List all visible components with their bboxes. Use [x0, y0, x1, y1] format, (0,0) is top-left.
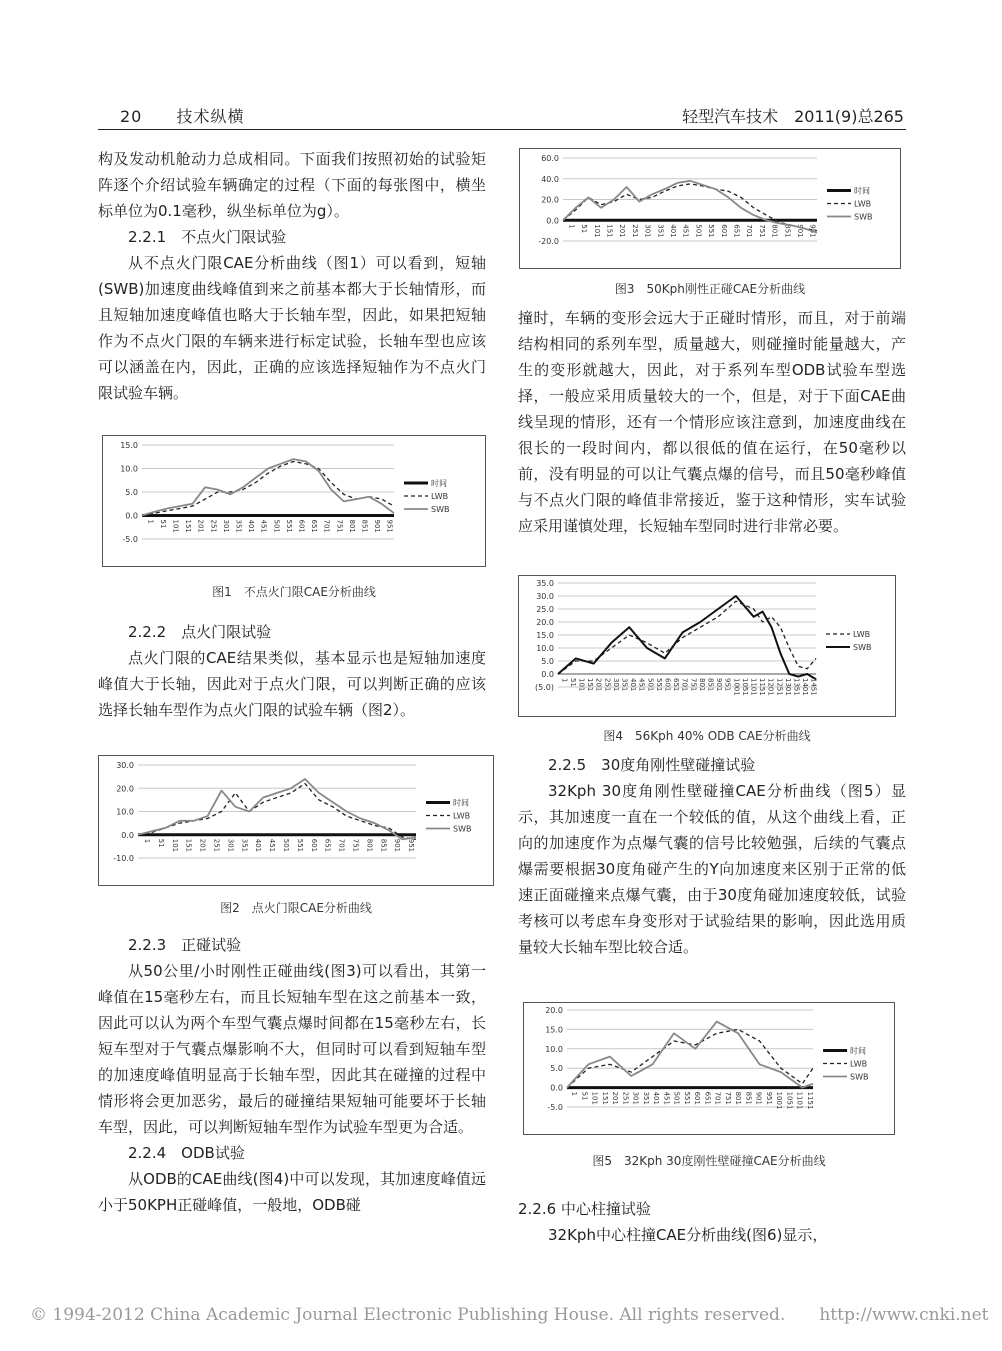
x-tick-label: 551 — [295, 838, 304, 853]
paragraph: 32Kph中心柱撞CAE分析曲线(图6)显示， — [548, 1226, 828, 1244]
y-tick-label: 0.0 — [541, 670, 554, 679]
x-tick-label: 851 — [706, 678, 715, 692]
x-tick-label: 451 — [662, 1091, 671, 1105]
paragraph: 2.2.6 中心柱撞试验 — [518, 1200, 651, 1218]
y-tick-label: 0.0 — [550, 1083, 563, 1093]
x-tick-label: 751 — [723, 1091, 732, 1105]
x-tick-label: 101 — [592, 224, 601, 238]
x-tick-label: 1151 — [758, 678, 767, 696]
x-tick-label: 251 — [630, 224, 639, 238]
x-tick-label: 901 — [393, 838, 402, 853]
x-tick-label: 201 — [196, 519, 205, 533]
x-tick-label: 801 — [365, 838, 374, 853]
x-tick-label: 901 — [754, 1091, 763, 1105]
x-tick-label: 201 — [198, 838, 207, 853]
x-tick-label: 751 — [757, 224, 766, 238]
x-tick-label: 901 — [795, 224, 804, 238]
figure-1-chart — [102, 435, 486, 567]
x-tick-label: 551 — [682, 1091, 691, 1105]
paragraph: 2.2.3 正碰试验 — [128, 936, 242, 954]
x-tick-label: 651 — [732, 224, 741, 238]
x-tick-label: 1 — [570, 1091, 579, 1097]
x-tick-label: 451 — [259, 519, 268, 533]
x-tick-label: 301 — [631, 1091, 640, 1105]
journal-info: 轻型汽车技术 2011(9)总265 — [682, 107, 904, 126]
legend-label: LWB — [854, 199, 872, 209]
page-number: 20 — [120, 107, 143, 126]
figure-4-caption: 图4 56Kph 40% ODB CAE分析曲线 — [603, 729, 811, 743]
x-tick-label: 401 — [254, 838, 263, 853]
y-tick-label: 10.0 — [545, 1044, 563, 1054]
right-column-block-1 — [518, 305, 906, 539]
legend-label: 时间 — [854, 186, 870, 196]
x-tick-label: 501 — [646, 678, 655, 692]
right-column-block-3 — [518, 1196, 906, 1248]
y-tick-label: 5.0 — [125, 488, 138, 497]
y-tick-label: 0.0 — [546, 216, 559, 226]
x-tick-label: 751 — [335, 519, 344, 533]
paragraph: 2.2.1 不点火门限试验 — [128, 228, 287, 246]
y-tick-label: 5.0 — [541, 657, 554, 666]
x-tick-label: 151 — [184, 838, 193, 853]
x-tick-label: 51 — [156, 838, 165, 848]
legend-label: 时间 — [850, 1046, 866, 1056]
paragraph: 2.2.4 ODB试验 — [128, 1144, 245, 1162]
running-header-left — [120, 104, 272, 127]
x-tick-label: 451 — [637, 678, 646, 692]
x-tick-label: 951 — [385, 519, 394, 533]
figure-4 — [518, 575, 896, 717]
x-tick-label: 951 — [764, 1091, 773, 1105]
x-tick-label: 51 — [568, 678, 577, 687]
x-tick-label: 1101 — [749, 678, 758, 696]
legend-label: SWB — [853, 643, 872, 652]
right-column-block-2 — [518, 752, 906, 960]
x-tick-label: 51 — [158, 519, 167, 529]
x-tick-label: 1301 — [783, 678, 792, 696]
legend-label: SWB — [431, 505, 450, 514]
x-tick-label: 1051 — [785, 1091, 794, 1110]
x-tick-label: 1151 — [805, 1091, 814, 1110]
x-tick-label: 651 — [323, 838, 332, 853]
figure-5-chart — [523, 1002, 895, 1135]
chart-frame — [103, 436, 486, 567]
y-tick-label: (5.0) — [535, 683, 554, 692]
x-tick-label: 1001 — [775, 1091, 784, 1110]
legend-label: SWB — [854, 212, 873, 222]
x-tick-label: 1251 — [775, 678, 784, 696]
x-tick-label: 101 — [170, 838, 179, 853]
x-tick-label: 651 — [672, 678, 681, 692]
x-tick-label: 151 — [184, 519, 193, 533]
x-tick-label: 251 — [212, 838, 221, 853]
figure-1-caption: 图1 不点火门限CAE分析曲线 — [212, 585, 376, 599]
x-tick-label: 901 — [373, 519, 382, 533]
x-tick-label: 151 — [586, 678, 595, 692]
y-tick-label: 20.0 — [116, 784, 134, 794]
x-tick-label: 1401 — [801, 678, 810, 696]
x-tick-label: 501 — [672, 1091, 681, 1105]
x-tick-label: 301 — [643, 224, 652, 238]
y-tick-label: 5.0 — [550, 1064, 563, 1074]
y-tick-label: -20.0 — [538, 237, 559, 246]
y-tick-label: 20.0 — [536, 618, 554, 627]
x-tick-label: 851 — [379, 838, 388, 853]
x-tick-label: 201 — [618, 224, 627, 238]
x-tick-label: 601 — [693, 1091, 702, 1105]
x-tick-label: 501 — [694, 224, 703, 238]
paragraph: 32Kph 30度角刚性壁碰撞CAE分析曲线（图5）显示，其加速度一直在一个较低的值，从这个曲线上看，正向的加速度作为点爆气囊的信号比较勉强，后续的气囊点爆需要根据30度角碰产生的Y向加速度来区别于正常的低速正面碰撞来点爆气囊，由于30度角碰加速度较低，试验考核可以考虑车身变形对于试验结果的影响，因此选用质量较大长轴车型比较合适。 — [518, 782, 906, 956]
x-tick-label: 151 — [600, 1091, 609, 1105]
x-tick-label: 751 — [351, 838, 360, 853]
legend-label: LWB — [850, 1059, 868, 1069]
x-tick-label: 951 — [723, 678, 732, 692]
y-tick-label: 10.0 — [116, 807, 134, 817]
figure-5 — [523, 1002, 895, 1135]
x-tick-label: 1 — [142, 838, 151, 844]
y-tick-label: 0.0 — [125, 511, 138, 521]
x-tick-label: 701 — [680, 678, 689, 692]
y-tick-label: 25.0 — [536, 605, 554, 614]
paragraph: 从50公里/小时刚性正碰曲线(图3)可以看出，其第一峰值在15毫秒左右，而且长短轴车型在这之前基本一致，因此可以认为两个车型气囊点爆时间都在15毫秒左右，长短车型对于气囊点爆影响不大，但同时可以看到短轴车型的加速度峰值明显高于长轴车型，因此其在碰撞的过程中情形将会更加恶劣，最后的碰撞结果短轴可能要坏于长轴车型，因此，可以判断短轴车型作为试验车型更为合适。 — [98, 962, 486, 1136]
x-tick-label: 301 — [611, 678, 620, 692]
x-tick-label: 401 — [629, 678, 638, 692]
copyright-footer: © 1994-2012 China Academic Journal Electronic Publishing House. All rights reserved. http://www.cnki.net — [30, 1305, 989, 1325]
x-tick-label: 601 — [719, 224, 728, 238]
x-tick-label: 251 — [621, 1091, 630, 1105]
x-tick-label: 1351 — [792, 678, 801, 696]
y-tick-label: 30.0 — [536, 592, 554, 601]
legend-label: SWB — [850, 1072, 869, 1082]
x-tick-label: 251 — [603, 678, 612, 692]
paragraph: 2.2.2 点火门限试验 — [128, 623, 272, 641]
y-tick-label: -5.0 — [547, 1103, 563, 1112]
x-tick-label: 351 — [620, 678, 629, 692]
paragraph: 撞时，车辆的变形会远大于正碰时情形，而且，对于前端结构相同的系列车型，质量越大，则碰撞时能量越大，产生的变形就越大，因此，对于系列车型ODB试验车型选择，一般应采用质量较大的一个，但是，对于下面CAE曲线呈现的情形，还有一个情形应该注意到，加速度曲线在很长的一段时间内，都以很低的值在运行，在50毫秒以前，没有明显的可以让气囊点爆的信号，而且50毫秒峰值与不点火门限的峰值非常接近，鉴于这种情形，实车试验应采用谨慎处理，长短轴车型同时进行非常必要。 — [518, 309, 906, 535]
x-tick-label: 1201 — [766, 678, 775, 696]
x-tick-label: 551 — [654, 678, 663, 692]
x-tick-label: 151 — [605, 224, 614, 238]
x-tick-label: 701 — [337, 838, 346, 853]
figure-2-caption: 图2 点火门限CAE分析曲线 — [220, 901, 372, 915]
x-tick-label: 201 — [611, 1091, 620, 1105]
figure-4-chart — [518, 575, 896, 717]
y-tick-label: 40.0 — [541, 174, 559, 184]
left-column-block-2 — [98, 619, 486, 723]
paragraph: 从不点火门限CAE分析曲线（图1）可以看到，短轴(SWB)加速度曲线峰值到来之前基本都大于长轴情形，而且短轴加速度峰值也略大于长轴车型，因此，如果把短轴作为不点火门限的车辆来进行标定试验，长轴车型也应该可以涵盖在内，因此，正确的应该选择短轴作为不点火门限试验车辆。 — [98, 254, 486, 402]
figure-3 — [519, 148, 901, 269]
x-tick-label: 251 — [209, 519, 218, 533]
y-tick-label: 15.0 — [120, 441, 138, 450]
y-tick-label: 15.0 — [545, 1025, 563, 1035]
x-tick-label: 1101 — [795, 1091, 804, 1110]
paragraph: 从ODB的CAE曲线(图4)中可以发现，其加速度峰值远小于50KPH正碰峰值，一般地，ODB碰 — [98, 1170, 486, 1214]
x-tick-label: 651 — [703, 1091, 712, 1105]
x-tick-label: 801 — [347, 519, 356, 533]
figure-1 — [102, 435, 486, 567]
figure-3-chart — [519, 148, 901, 269]
x-tick-label: 701 — [713, 1091, 722, 1105]
y-tick-label: 30.0 — [116, 761, 134, 770]
y-tick-label: -10.0 — [113, 854, 134, 863]
y-tick-label: 0.0 — [121, 830, 134, 840]
x-tick-label: 1 — [567, 224, 576, 229]
x-tick-label: 901 — [715, 678, 724, 692]
section-name: 技术纵横 — [176, 107, 245, 126]
x-tick-label: 201 — [594, 678, 603, 692]
paragraph: 点火门限的CAE结果类似，基本显示也是短轴加速度峰值大于长轴，因此对于点火门限，可以判断正确的应该选择长轴车型作为点火门限的试验车辆（图2）。 — [98, 649, 486, 719]
x-tick-label: 801 — [770, 224, 779, 238]
y-tick-label: 20.0 — [541, 195, 559, 205]
x-tick-label: 451 — [268, 838, 277, 853]
x-tick-label: 601 — [297, 519, 306, 533]
x-tick-label: 51 — [580, 1091, 589, 1101]
y-tick-label: 10.0 — [536, 644, 554, 653]
x-tick-label: 451 — [681, 224, 690, 238]
x-tick-label: 601 — [309, 838, 318, 853]
legend-label: SWB — [453, 824, 472, 834]
figure-2 — [98, 755, 494, 886]
x-tick-label: 601 — [663, 678, 672, 692]
x-tick-label: 401 — [652, 1091, 661, 1105]
y-tick-label: 20.0 — [545, 1006, 563, 1015]
y-tick-label: 35.0 — [536, 579, 554, 588]
left-column-block-3 — [98, 932, 486, 1218]
x-tick-label: 951 — [407, 838, 416, 853]
y-tick-label: -5.0 — [122, 535, 138, 544]
x-tick-label: 751 — [689, 678, 698, 692]
x-tick-label: 401 — [247, 519, 256, 533]
x-tick-label: 351 — [656, 224, 665, 238]
x-tick-label: 851 — [783, 224, 792, 238]
legend-label: LWB — [453, 811, 471, 821]
x-tick-label: 301 — [226, 838, 235, 853]
x-tick-label: 501 — [281, 838, 290, 853]
x-tick-label: 951 — [808, 224, 817, 238]
x-tick-label: 651 — [310, 519, 319, 533]
x-tick-label: 101 — [590, 1091, 599, 1105]
y-tick-label: 10.0 — [120, 464, 138, 474]
x-tick-label: 1051 — [740, 678, 749, 696]
header-rule — [98, 129, 906, 130]
x-tick-label: 101 — [577, 678, 586, 692]
x-tick-label: 51 — [580, 224, 589, 234]
legend-label: 时间 — [453, 798, 469, 808]
paragraph: 构及发动机舱动力总成相同。下面我们按照初始的试验矩阵逐个介绍试验车辆确定的过程（下面的每张图中，横坐标单位为0.1毫秒，纵坐标单位为g）。 — [98, 150, 486, 220]
x-tick-label: 851 — [744, 1091, 753, 1105]
y-tick-label: 60.0 — [541, 154, 559, 163]
legend-label: 时间 — [431, 479, 447, 488]
x-tick-label: 851 — [360, 519, 369, 533]
x-tick-label: 351 — [240, 838, 249, 853]
x-tick-label: 1451 — [809, 678, 818, 696]
x-tick-label: 351 — [234, 519, 243, 533]
x-tick-label: 551 — [707, 224, 716, 238]
x-tick-label: 1001 — [732, 678, 741, 696]
paragraph: 2.2.5 30度角刚性壁碰撞试验 — [548, 756, 756, 774]
x-tick-label: 301 — [221, 519, 230, 533]
x-tick-label: 801 — [734, 1091, 743, 1105]
legend-label: LWB — [853, 630, 871, 639]
x-tick-label: 501 — [272, 519, 281, 533]
x-tick-label: 101 — [171, 519, 180, 533]
figure-5-caption: 图5 32Kph 30度刚性壁碰撞CAE分析曲线 — [592, 1154, 826, 1168]
figure-3-caption: 图3 50Kph刚性正碰CAE分析曲线 — [614, 282, 806, 296]
x-tick-label: 351 — [641, 1091, 650, 1105]
x-tick-label: 1 — [560, 678, 569, 683]
chart-frame — [99, 756, 494, 886]
x-tick-label: 1 — [146, 519, 155, 524]
legend-label: LWB — [431, 492, 449, 501]
x-tick-label: 551 — [284, 519, 293, 533]
y-tick-label: 15.0 — [536, 631, 554, 640]
chart-frame — [520, 149, 901, 269]
left-column-block-1 — [98, 146, 486, 406]
x-tick-label: 401 — [668, 224, 677, 238]
figure-2-chart — [98, 755, 494, 886]
x-tick-label: 801 — [697, 678, 706, 692]
x-tick-label: 701 — [322, 519, 331, 533]
x-tick-label: 701 — [745, 224, 754, 238]
